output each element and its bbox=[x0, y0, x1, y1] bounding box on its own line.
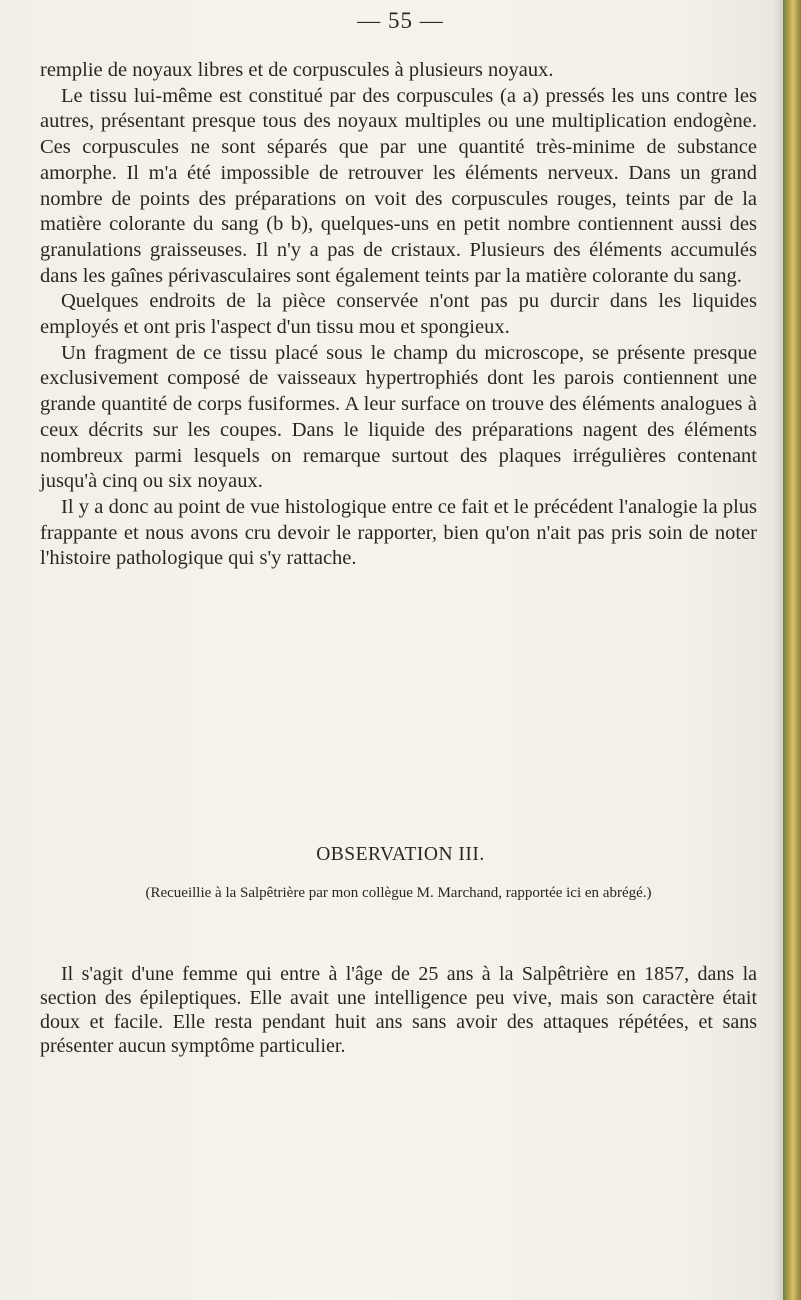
paragraph-conclusion: Il y a donc au point de vue histologique entre ce fait et le précédent l'analogie la plus frappante et nous avons cru devoir le rapporter, bien qu'on n'ait pas pris soin de noter l'histoire pathologique qui s'y rattache. bbox=[40, 495, 757, 570]
page-number: — 55 — bbox=[357, 8, 444, 33]
binding-shadow bbox=[773, 0, 783, 1300]
main-text bbox=[40, 58, 757, 572]
observation-paragraph: Il s'agit d'une femme qui entre à l'âge de 25 ans à la Salpêtrière en 1857, dans la section des épileptiques. Elle avait une intelligence peu vive, mais son caractère était doux et facile. Elle resta pendant huit ans sans avoir des attaques répétées, et sans présenter aucun symptôme particulier. bbox=[40, 963, 757, 1057]
observation-source-note: (Recueillie à la Salpêtrière par mon collègue M. Marchand, rapportée ici en abrégé.) bbox=[145, 885, 652, 901]
observation-heading: OBSERVATION III. bbox=[316, 844, 485, 865]
paragraph-soft-areas: Quelques endroits de la pièce conservée n'ont pas pu durcir dans les liquides employés et ont pris l'aspect d'un tissu mou et spongieux. bbox=[40, 290, 757, 339]
paragraph-microscope-fragment: Un fragment de ce tissu placé sous le champ du microscope, se présente presque exclusivement composé de vaisseaux hypertrophiés dont les parois contiennent une grande quantité de corps fusiformes. A leur surface on trouve des éléments analogues à ceux décrits sur les coupes. Dans le liquide des préparations nagent des éléments nombreux parmi lesquels on remarque surtout des plaques irrégulières contenant jusqu'à cinq ou six noyaux. bbox=[40, 341, 757, 493]
observation-text bbox=[40, 962, 757, 1058]
book-binding-edge bbox=[783, 0, 801, 1300]
paragraph-continuation: remplie de noyaux libres et de corpuscules à plusieurs noyaux. bbox=[40, 59, 554, 81]
paragraph-tissue-description: Le tissu lui-même est constitué par des corpuscules (a a) pressés les uns contre les autres, présentant presque tous des noyaux multiples ou une multiplication endogène. Ces corpuscules ne sont séparés que par une quantité très-minime de substance amorphe. Il m'a été impossible de retrouver les éléments nerveux. Dans un grand nombre de points des préparations on voit des corpuscules rouges, teints par de la matière colorante du sang (b b), quelques-uns en petit nombre contiennent aussi des granulations graisseuses. Il n'y a pas de cristaux. Plusieurs des éléments accumulés dans les gaînes périvasculaires sont également teints par la matière colorante du sang. bbox=[40, 84, 757, 287]
